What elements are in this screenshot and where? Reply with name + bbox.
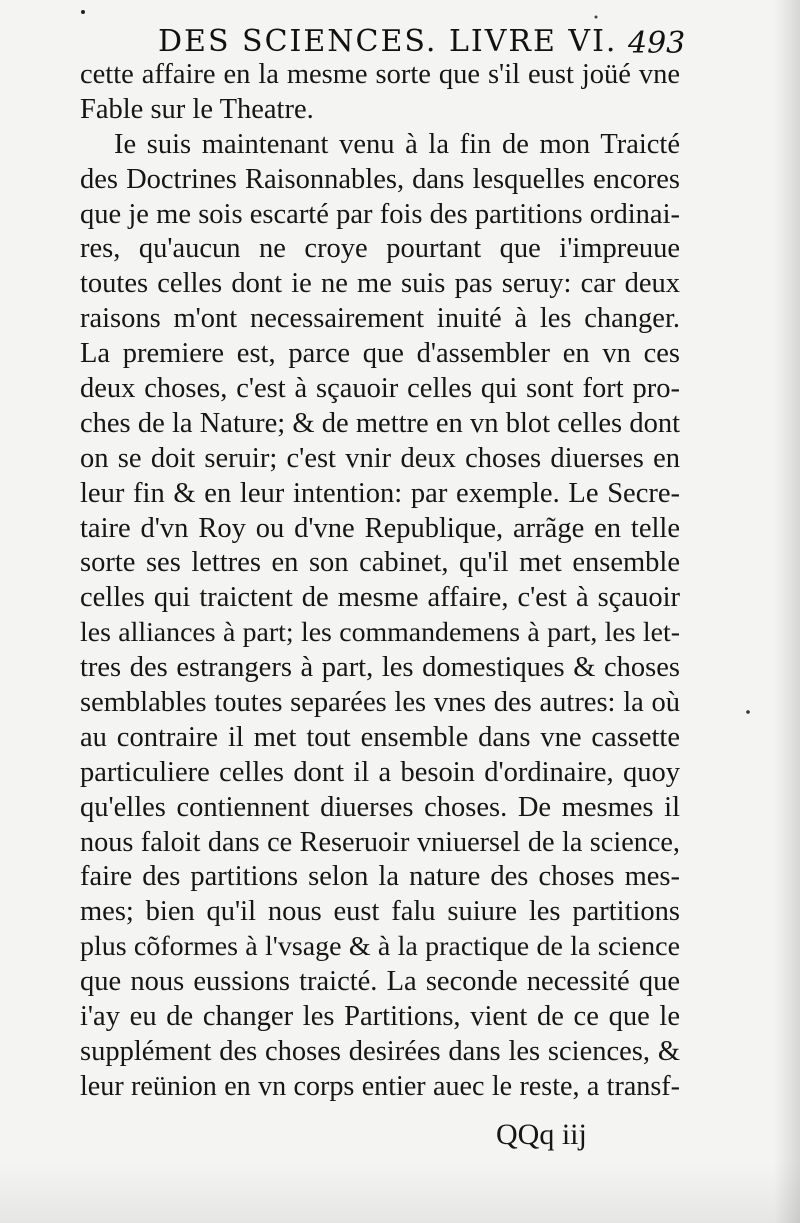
text-line: leur reünion en vn corps entier auec le reste, a transf- bbox=[80, 1070, 680, 1102]
text-line: leur fin & en leur intention: par exemple. Le Secre- bbox=[80, 477, 680, 509]
text-line: au contraire il met tout ensemble dans vne cassette bbox=[80, 721, 680, 753]
text-line: Fable sur le Theatre. bbox=[80, 93, 314, 125]
text-line: La premiere est, parce que d'assembler en vn ces bbox=[80, 338, 680, 370]
body-text bbox=[80, 58, 680, 1105]
text-line: plus cõformes à l'vsage & à la practique de la science bbox=[80, 931, 680, 963]
text-line: raisons m'ont necessairement inuité à les changer. bbox=[80, 303, 680, 335]
ink-speck bbox=[746, 710, 750, 714]
text-line: res, qu'aucun ne croye pourtant que i'impreuue bbox=[80, 233, 680, 265]
text-line: les alliances à part; les commandemens à part, les let- bbox=[80, 617, 680, 649]
page-header bbox=[0, 14, 800, 61]
text-line: sorte ses lettres en son cabinet, qu'il met ensemble bbox=[80, 547, 680, 579]
signature-mark: QQq iij bbox=[496, 1118, 587, 1151]
text-line: cette affaire en la mesme sorte que s'il eust joüé vne bbox=[80, 59, 680, 90]
text-line: qu'elles contiennent diuerses choses. De mesmes il bbox=[80, 791, 680, 823]
text-line: que nous eussions traicté. La seconde necessité que bbox=[80, 966, 680, 998]
text-line: semblables toutes separées les vnes des autres: la où bbox=[80, 687, 680, 719]
text-line: deux choses, c'est à sçauoir celles qui sont fort pro- bbox=[80, 373, 680, 405]
text-line: mes; bien qu'il nous eust falu suiure les partitions bbox=[80, 896, 680, 928]
running-head: DES SCIENCES. LIVRE VI. bbox=[158, 24, 618, 59]
page-edge-shadow bbox=[774, 0, 800, 1223]
text-line: particuliere celles dont il a besoin d'ordinaire, quoy bbox=[80, 756, 680, 788]
text-line: toutes celles dont ie ne me suis pas seruy: car deux bbox=[80, 268, 680, 300]
text-line: supplément des choses desirées dans les sciences, & bbox=[80, 1035, 680, 1067]
text-line: celles qui traictent de mesme affaire, c'est à sçauoir bbox=[80, 582, 680, 614]
text-line: ches de la Nature; & de mettre en vn blot celles dont bbox=[80, 407, 680, 439]
text-line: nous faloit dans ce Reseruoir vniuersel de la science, bbox=[80, 826, 680, 858]
text-line: on se doit seruir; c'est vnir deux choses diuerses en bbox=[80, 442, 680, 474]
text-line: tres des estrangers à part, les domestiques & choses bbox=[80, 652, 680, 684]
text-line: que je me sois escarté par fois des partitions ordinai- bbox=[80, 198, 680, 230]
text-line: des Doctrines Raisonnables, dans lesquelles encores bbox=[80, 163, 680, 195]
page-number: 493 bbox=[628, 26, 686, 61]
text-line: taire d'vn Roy ou d'vne Republique, arrãge en telle bbox=[80, 512, 680, 544]
page-bottom-shadow bbox=[0, 1163, 800, 1223]
text-line: faire des partitions selon la nature des choses mes- bbox=[80, 861, 680, 893]
text-line: Ie suis maintenant venu à la fin de mon Traicté bbox=[114, 128, 680, 160]
text-line: i'ay eu de changer les Partitions, vient de ce que le bbox=[80, 1001, 680, 1033]
